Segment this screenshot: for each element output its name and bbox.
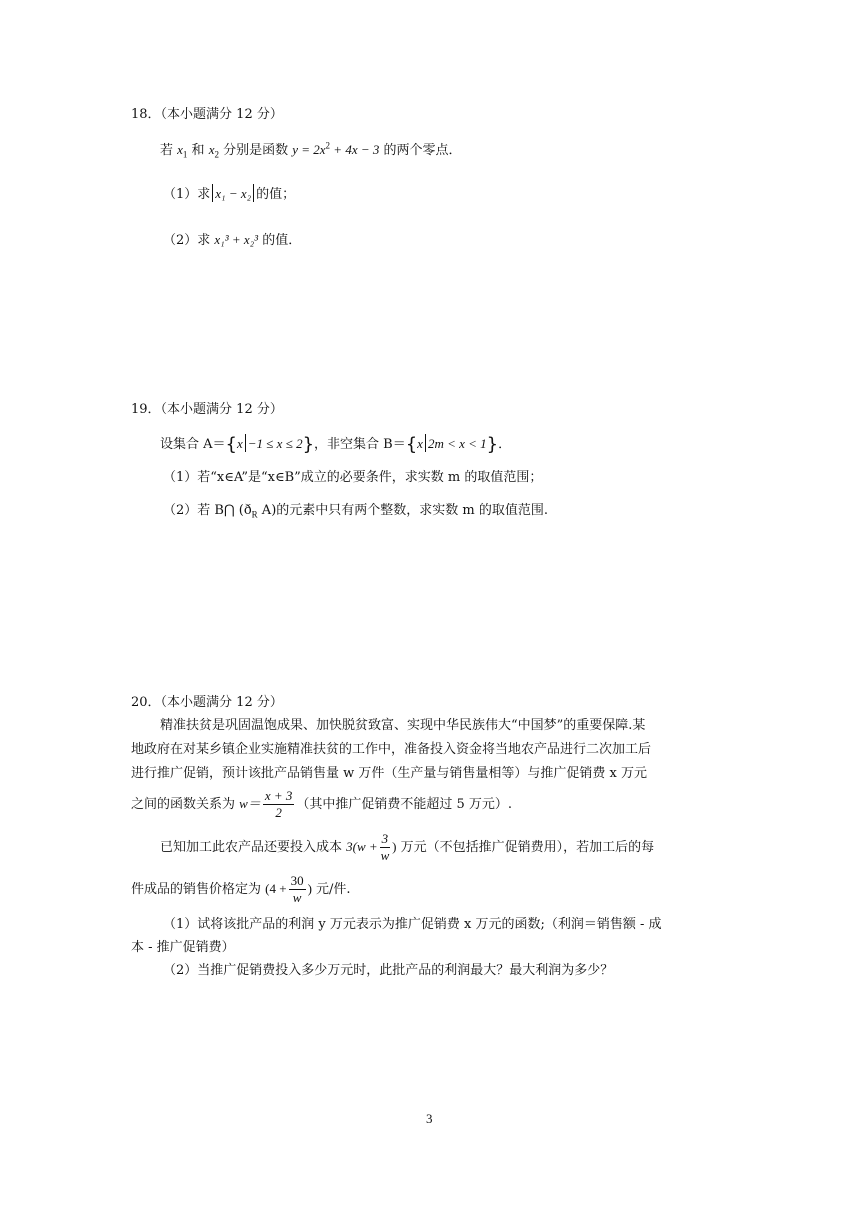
q20-para-line2: 地政府在对某乡镇企业实施精准扶贫的工作中，准备投入资金将当地农产品进行二次加工后 xyxy=(131,742,652,757)
q20-para-line4: 之间的函数关系为 w＝ $\frac{x + 3}{2}$ （其中推广促销费不能超过 5 万元）. xyxy=(131,788,513,820)
q20-part1-line1: （1）试将该批产品的利润 y 万元表示为推广促销费 x 万元的函数;（利润＝销售额 - 成 xyxy=(163,917,662,932)
page-number: 3 xyxy=(426,1111,433,1126)
q18-part2: （2）求 x₁³ + x₂³ 的值． xyxy=(163,232,302,248)
q20-para-line1: 精准扶贫是巩固温饱成果、加快脱贫致富、实现中华民族伟大“中国梦”的重要保障.某 xyxy=(160,718,646,733)
q20-para-line5: 已知加工此农产品还要投入成本 3(w + $\frac{3}{w}$ ) 万元（不包括推广促销费用），若加工后的每 xyxy=(160,831,655,863)
q19-part2: （2）若 B⋂ ($ð_R$ A)的元素中只有两个整数，求实数 m 的取值范围. xyxy=(163,503,548,520)
q20-header: 20．（本小题满分 12 分） xyxy=(131,695,283,710)
q18-part1: （1）求 x₁ − x₂ 的值； xyxy=(163,186,296,202)
q19-part1: （1）若“x∈A”是“x∈B”成立的必要条件，求实数 m 的取值范围； xyxy=(163,470,543,485)
q19-stem: 设集合 A＝{x −1 ≤ x ≤ 2}，非空集合 B＝{x 2m < x < 1}． xyxy=(160,434,512,455)
q20-para-line3: 进行推广促销，预计该批产品销售量 w 万件（生产量与销售量相等）与推广促销费 x 万元 xyxy=(131,766,647,781)
q19-header: 19．（本小题满分 12 分） xyxy=(131,402,283,417)
q18-header: 18．（本小题满分 12 分） xyxy=(131,107,283,122)
q20-part2: （2）当推广促销费投入多少万元时，此批产品的利润最大？最大利润为多少？ xyxy=(163,963,614,978)
q20-para-line6: 件成品的销售价格定为 (4 + $\frac{30}{w}$ ) 元/件. xyxy=(131,873,351,905)
q18-stem: 若 $x_1$ 和 $x_2$ 分别是函数 $y = 2x^2 + 4x - 3$ 的两个零点． xyxy=(160,140,462,160)
q20-part1-line2: 本 - 推广促销费） xyxy=(131,940,235,955)
